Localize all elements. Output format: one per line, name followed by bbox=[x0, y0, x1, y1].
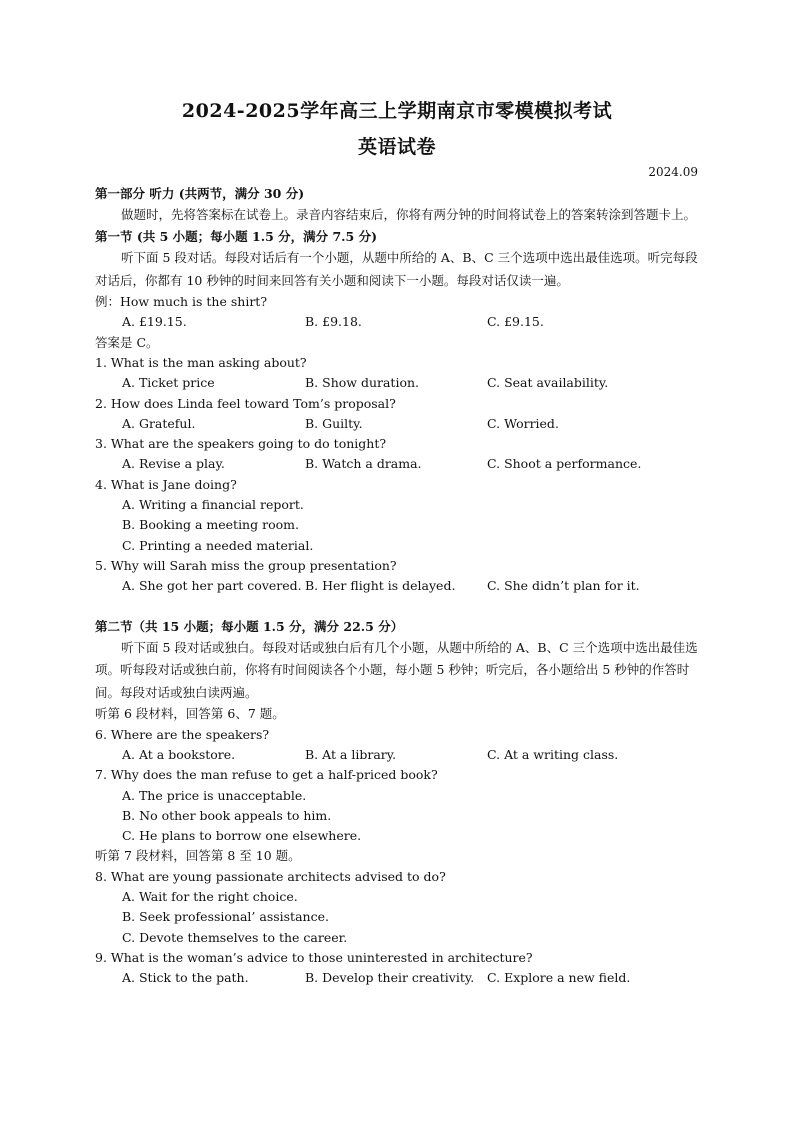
option-a: A. At a bookstore. bbox=[122, 746, 236, 762]
exam-content bbox=[95, 184, 707, 989]
section1-heading: 第一节 (共 5 小题；每小题 1.5 分，满分 7.5 分) bbox=[95, 228, 377, 244]
example-options bbox=[95, 312, 707, 332]
option-a: A. Grateful. bbox=[122, 415, 196, 431]
question-stem: 2. How does Linda feel toward Tom’s proposal? bbox=[95, 395, 396, 411]
option-a: A. Writing a financial report. bbox=[122, 497, 304, 513]
option-b: B. Booking a meeting room. bbox=[122, 517, 299, 533]
option-a: A. She got her part covered. bbox=[122, 578, 302, 594]
option-b: B. £9.18. bbox=[305, 314, 362, 330]
option-b: B. No other book appeals to him. bbox=[122, 807, 332, 823]
question-stem: 5. Why will Sarah miss the group presentation? bbox=[95, 557, 397, 573]
option-c: C. Explore a new field. bbox=[487, 970, 631, 986]
material-6-note: 听第 6 段材料，回答第 6、7 题。 bbox=[95, 706, 285, 722]
question-options bbox=[95, 373, 707, 393]
section1-instruction: 听下面 5 段对话。每段对话后有一个小题，从题中所给的 A、B、C 三个选项中选出最佳选项。听完每段对话后，你都有 10 秒钟的时间来回答有关小题和阅读下一小题。每段对话仅读一遍。 bbox=[95, 250, 698, 288]
option-b: B. At a library. bbox=[305, 746, 397, 762]
option-a: A. £19.15. bbox=[122, 314, 187, 330]
option-b: B. Develop their creativity. bbox=[305, 970, 475, 986]
option-b: B. Guilty. bbox=[305, 415, 363, 431]
option-c: C. Printing a needed material. bbox=[122, 537, 314, 553]
exam-date: 2024.09 bbox=[648, 165, 698, 179]
option-c: C. He plans to borrow one elsewhere. bbox=[122, 828, 362, 844]
option-b: B. Watch a drama. bbox=[305, 456, 422, 472]
option-a: A. Wait for the right choice. bbox=[122, 889, 298, 905]
question-options bbox=[95, 968, 707, 988]
question-stem: 6. Where are the speakers? bbox=[95, 726, 270, 742]
question-stem: 9. What is the woman’s advice to those uninterested in architecture? bbox=[95, 949, 533, 965]
question-options bbox=[95, 414, 707, 434]
spacer bbox=[95, 597, 707, 617]
part1-heading: 第一部分 听力 (共两节，满分 30 分) bbox=[95, 186, 305, 201]
example-question: 例：How much is the shirt? bbox=[95, 294, 268, 310]
question-options bbox=[95, 745, 707, 765]
example-answer: 答案是 C。 bbox=[95, 334, 159, 350]
option-a: A. Revise a play. bbox=[122, 456, 225, 472]
exam-subtitle: 英语试卷 bbox=[357, 136, 436, 158]
question-stem: 4. What is Jane doing? bbox=[95, 476, 237, 492]
option-b: B. Show duration. bbox=[305, 375, 419, 391]
exam-title: 2024-2025学年高三上学期南京市零模模拟考试 bbox=[181, 100, 613, 122]
option-b: B. Seek professional’ assistance. bbox=[122, 909, 329, 925]
option-c: C. Seat availability. bbox=[487, 375, 609, 391]
option-c: C. Shoot a performance. bbox=[487, 456, 642, 472]
option-c: C. She didn’t plan for it. bbox=[487, 578, 640, 594]
material-7-note: 听第 7 段材料，回答第 8 至 10 题。 bbox=[95, 848, 301, 864]
question-stem: 8. What are young passionate architects advised to do? bbox=[95, 868, 446, 884]
section2-heading: 第二节（共 15 小题；每小题 1.5 分，满分 22.5 分） bbox=[95, 618, 404, 634]
option-b: B. Her flight is delayed. bbox=[305, 578, 456, 594]
question-stem: 7. Why does the man refuse to get a half-priced book? bbox=[95, 767, 438, 783]
section2-instruction: 听下面 5 段对话或独白。每段对话或独白后有几个小题，从题中所给的 A、B、C 三个选项中选出最佳选项。听每段对话或独白前，你将有时间阅读各个小题，每小题 5 秒钟；听完后，各小题给出 5 秒钟的作答时间。每段对话或独白读两遍。 bbox=[95, 639, 698, 700]
part1-instruction: 做题时，先将答案标在试卷上。录音内容结束后，你将有两分钟的时间将试卷上的答案转涂到答题卡上。 bbox=[121, 207, 697, 223]
question-stem: 3. What are the speakers going to do tonight? bbox=[95, 436, 387, 452]
question-options bbox=[95, 454, 707, 474]
option-c: C. £9.15. bbox=[487, 314, 544, 330]
option-a: A. Ticket price bbox=[122, 375, 215, 391]
option-c: C. Worried. bbox=[487, 415, 559, 431]
option-c: C. Devote themselves to the career. bbox=[122, 929, 348, 945]
option-c: C. At a writing class. bbox=[487, 746, 619, 762]
option-a: A. Stick to the path. bbox=[122, 970, 249, 986]
option-a: A. The price is unacceptable. bbox=[122, 787, 307, 803]
question-stem: 1. What is the man asking about? bbox=[95, 354, 307, 370]
question-options bbox=[95, 576, 707, 596]
